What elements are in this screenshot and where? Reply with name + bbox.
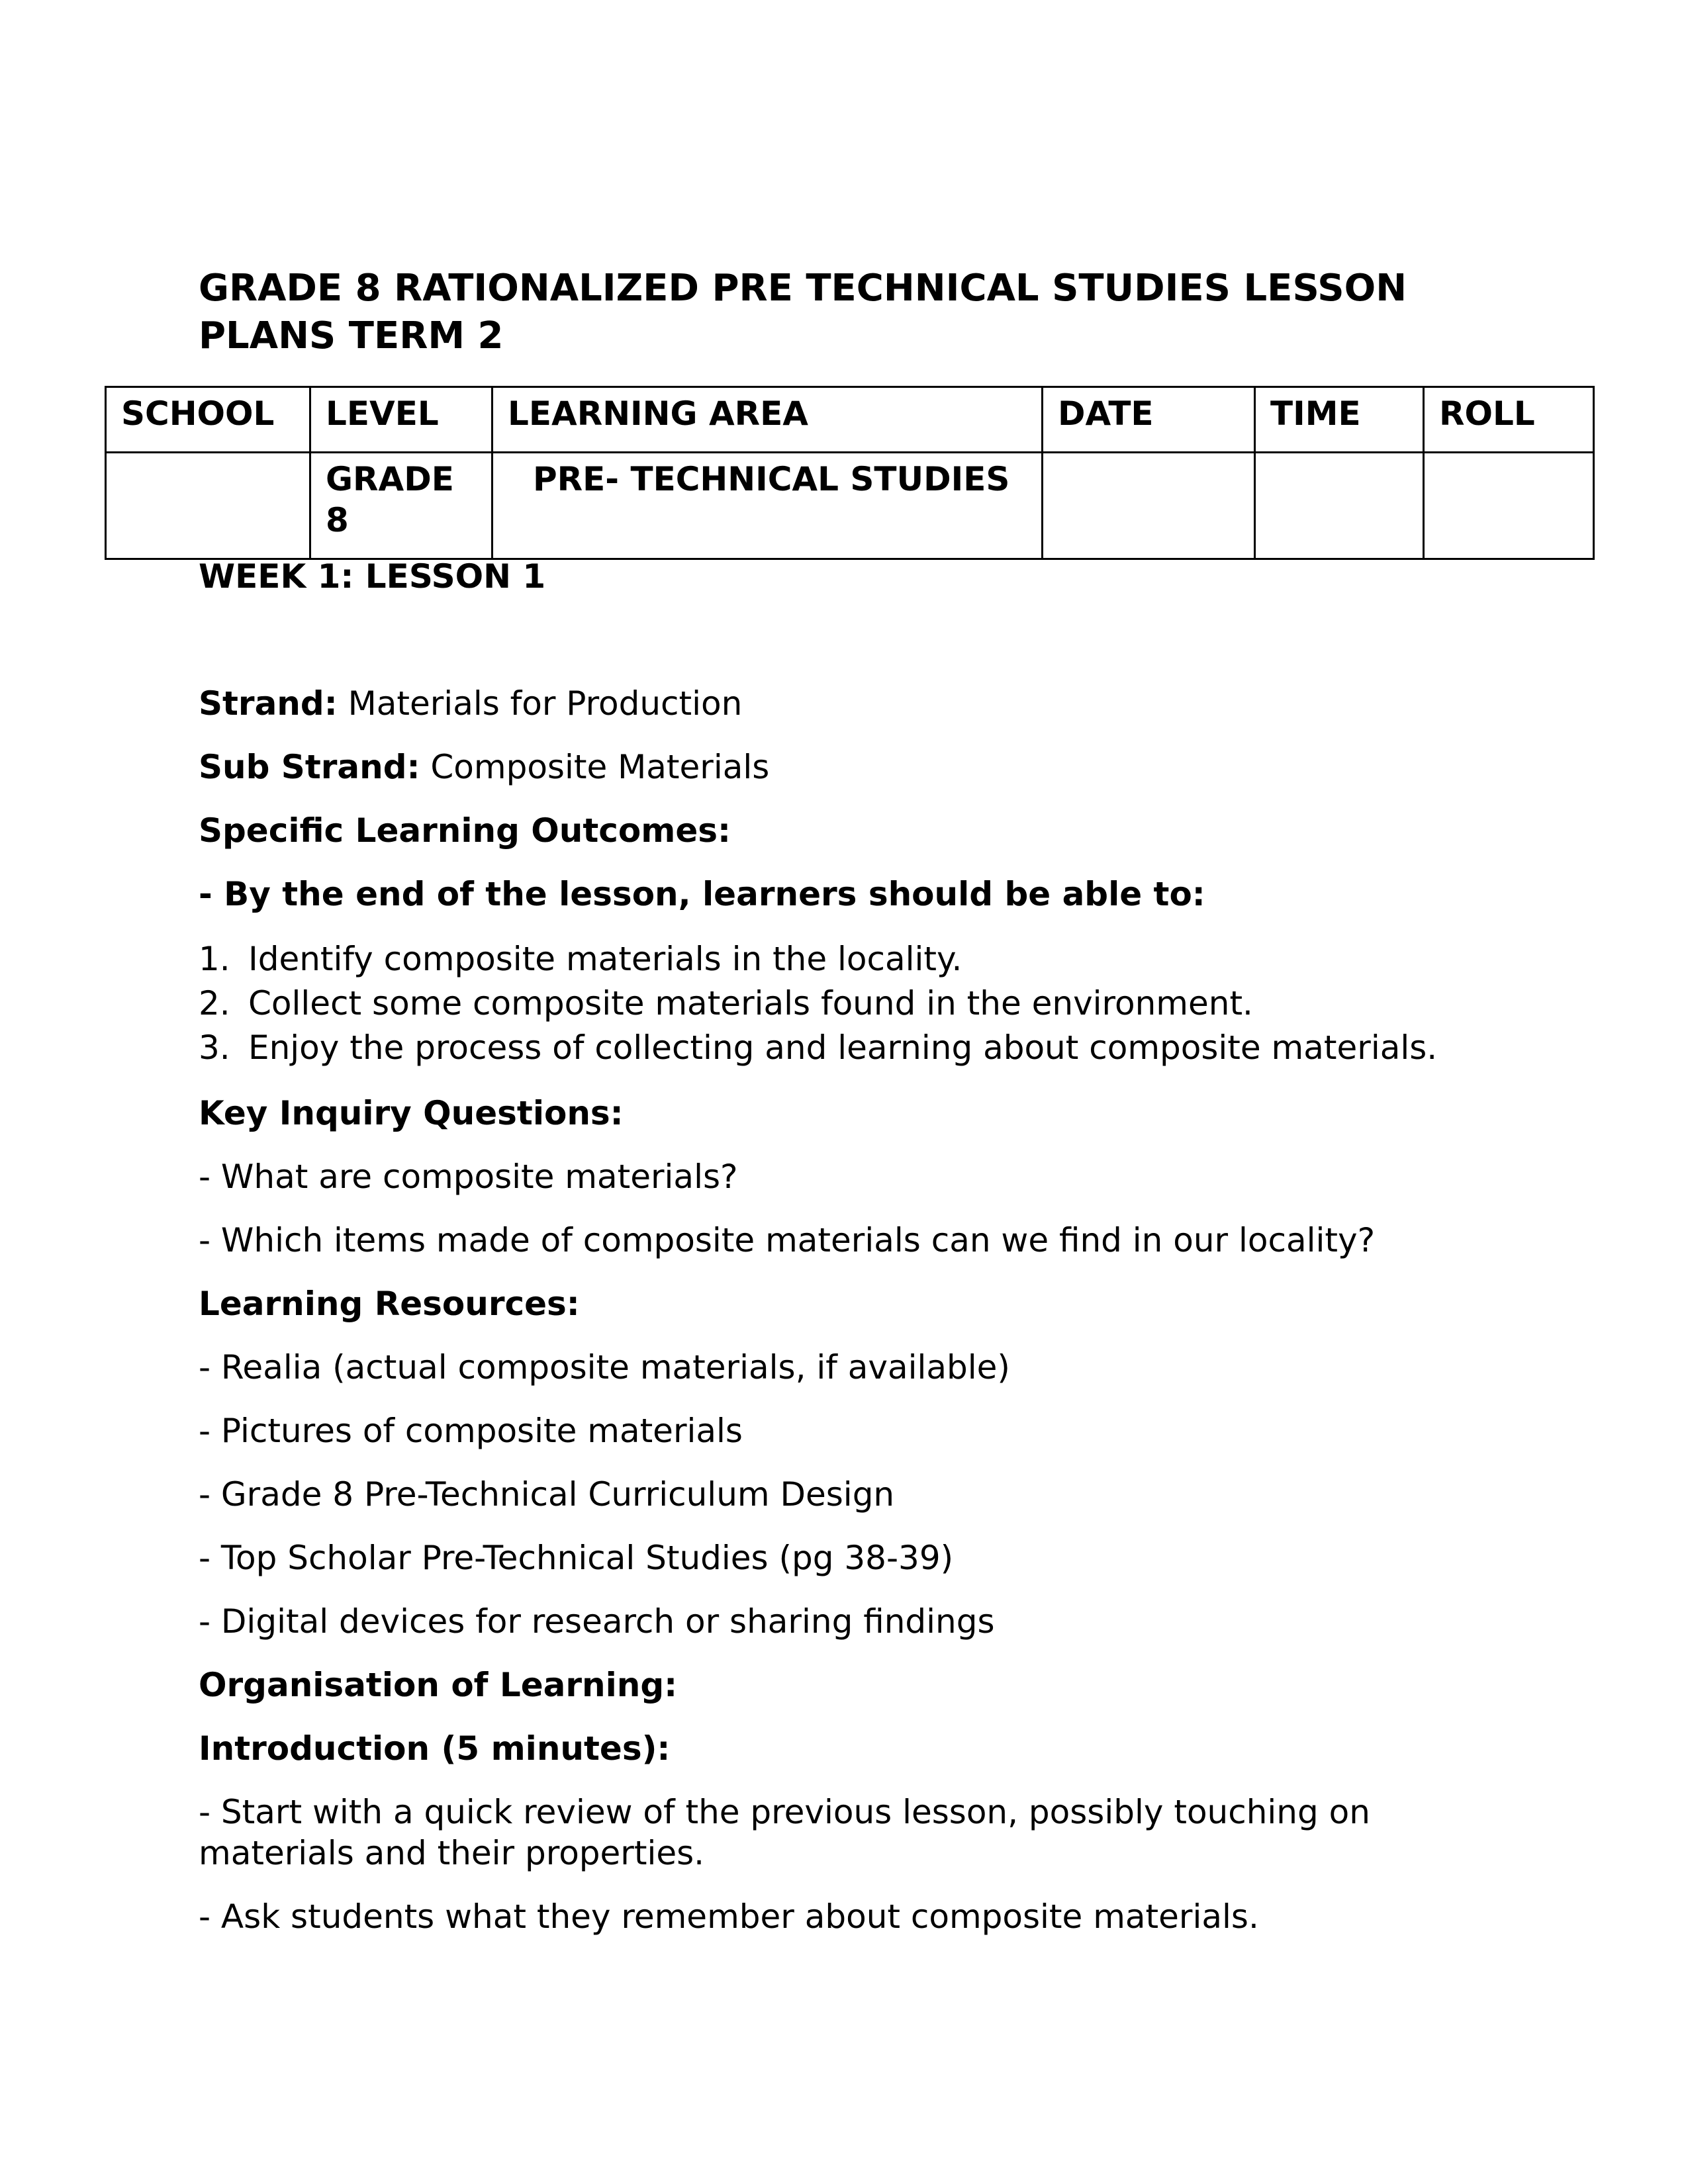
- inquiry-item: - What are composite materials?: [199, 1158, 738, 1196]
- inquiry-heading: Key Inquiry Questions:: [199, 1094, 624, 1132]
- outcome-text: Enjoy the process of collecting and learning about composite materials.: [248, 1028, 1438, 1067]
- outcome-number: 1.: [199, 940, 230, 978]
- lesson-body: [199, 556, 1523, 1960]
- sub-strand-label: Sub Strand:: [199, 748, 420, 786]
- cell-learning-area: PRE- TECHNICAL STUDIES: [492, 453, 1043, 559]
- cell-school: [106, 453, 310, 559]
- outcomes-intro: - By the end of the lesson, learners should be able to:: [199, 875, 1205, 913]
- introduction-item: - Start with a quick review of the previous lesson, possibly touching on materials and their properties.: [199, 1793, 1370, 1872]
- list-item: [199, 981, 1523, 1026]
- cell-roll: [1424, 453, 1594, 559]
- table-header-row: [106, 387, 1594, 453]
- outcome-number: 2.: [199, 984, 230, 1023]
- header-time: TIME: [1255, 387, 1424, 453]
- cell-date: [1043, 453, 1255, 559]
- introduction-heading: Introduction (5 minutes):: [199, 1729, 671, 1768]
- week-lesson-heading: WEEK 1: LESSON 1: [199, 557, 546, 596]
- table-data-row: [106, 453, 1594, 559]
- outcomes-list: [199, 937, 1523, 1070]
- cell-time: [1255, 453, 1424, 559]
- organisation-heading: Organisation of Learning:: [199, 1666, 678, 1704]
- header-date: DATE: [1043, 387, 1255, 453]
- resources-heading: Learning Resources:: [199, 1285, 580, 1323]
- header-level: LEVEL: [310, 387, 492, 453]
- cell-level: GRADE 8: [310, 453, 492, 559]
- outcomes-heading: Specific Learning Outcomes:: [199, 811, 731, 850]
- sub-strand-line: [199, 747, 1523, 788]
- resource-item: - Grade 8 Pre-Technical Curriculum Design: [199, 1475, 895, 1514]
- outcome-text: Identify composite materials in the locality.: [248, 940, 962, 978]
- sub-strand-value: Composite Materials: [420, 748, 770, 786]
- strand-label: Strand:: [199, 684, 338, 723]
- document-title: GRADE 8 RATIONALIZED PRE TECHNICAL STUDIES LESSON PLANS TERM 2: [199, 267, 1407, 357]
- lesson-info-table: [105, 386, 1595, 560]
- list-item: [199, 1026, 1523, 1070]
- strand-value: Materials for Production: [337, 684, 743, 723]
- introduction-item: - Ask students what they remember about composite materials.: [199, 1897, 1259, 1936]
- outcome-text: Collect some composite materials found in the environment.: [248, 984, 1253, 1023]
- inquiry-item: - Which items made of composite materials can we find in our locality?: [199, 1221, 1376, 1259]
- list-item: [199, 937, 1523, 981]
- header-roll: ROLL: [1424, 387, 1594, 453]
- outcome-number: 3.: [199, 1028, 230, 1067]
- resource-item: - Top Scholar Pre-Technical Studies (pg 38-39): [199, 1539, 954, 1577]
- header-learning-area: LEARNING AREA: [492, 387, 1043, 453]
- resource-item: - Realia (actual composite materials, if available): [199, 1348, 1010, 1387]
- strand-line: [199, 683, 1523, 724]
- resource-item: - Pictures of composite materials: [199, 1412, 743, 1450]
- header-school: SCHOOL: [106, 387, 310, 453]
- resource-item: - Digital devices for research or sharing findings: [199, 1602, 995, 1641]
